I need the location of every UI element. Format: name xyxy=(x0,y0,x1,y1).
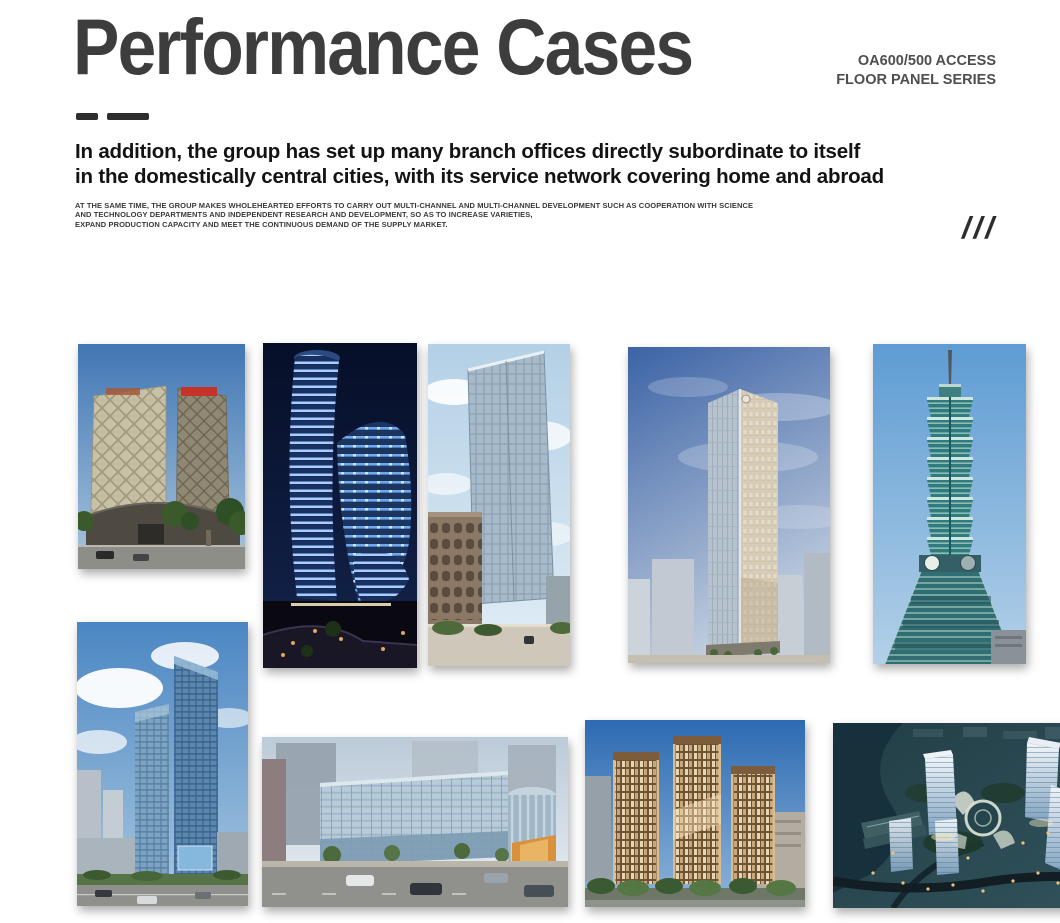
office-complex-illustration xyxy=(262,737,568,907)
aerial-masterplan-illustration xyxy=(833,723,1060,908)
title-underline-dashes xyxy=(76,113,149,120)
case-photo-twin-diamond-towers xyxy=(78,344,245,569)
twin-glass-towers-illustration xyxy=(77,622,248,906)
intro-subtitle xyxy=(75,140,884,189)
subtitle-line-1: In addition, the group has set up many branch offices directly subordinate to itself xyxy=(75,140,861,163)
fine-print-line-2: AND TECHNOLOGY DEPARTMENTS AND INDEPENDENT RESEARCH AND DEVELOPMENT, SO AS TO INCREASE VARIETIES, xyxy=(75,210,533,220)
fine-print-line-3: EXPAND PRODUCTION CAPACITY AND MEET THE CONTINUOUS DEMAND OF THE SUPPLY MARKET. xyxy=(75,219,448,229)
case-photo-office-complex xyxy=(262,737,568,907)
page-title: Performance Cases xyxy=(73,2,693,91)
glass-office-tower-illustration xyxy=(428,344,570,666)
twin-diamond-towers-illustration xyxy=(78,344,245,569)
decorative-slashes: /// xyxy=(962,210,997,245)
tiered-landmark-tower-illustration xyxy=(873,344,1026,664)
case-photo-glass-office-tower xyxy=(428,344,570,666)
case-photo-white-tower-rendering xyxy=(628,347,830,663)
series-line-1: OA600/500 ACCESS xyxy=(857,53,996,69)
case-photo-tiered-landmark-tower xyxy=(873,344,1026,664)
case-photo-bronze-residential-towers xyxy=(585,720,805,907)
subtitle-line-2: in the domestically central cities, with its service network covering home and abroad xyxy=(75,164,884,188)
fine-print xyxy=(75,201,753,229)
case-photo-aerial-masterplan xyxy=(833,723,1060,908)
series-line-2: FLOOR PANEL SERIES xyxy=(836,72,996,88)
case-photo-night-curved-towers xyxy=(263,343,417,668)
dash-long xyxy=(107,113,149,120)
night-curved-towers-illustration xyxy=(263,343,417,668)
fine-print-line-1: AT THE SAME TIME, THE GROUP MAKES WHOLEHEARTED EFFORTS TO CARRY OUT MULTI-CHANNEL AND MULTI-CHANNEL DEVELOPMENT SUCH AS COOPERATION WITH SCIENCE xyxy=(75,201,754,210)
bronze-towers-illustration xyxy=(585,720,805,907)
white-tower-illustration xyxy=(628,347,830,663)
case-photo-twin-glass-towers xyxy=(77,622,248,906)
series-label xyxy=(836,52,996,90)
dash-short xyxy=(76,113,98,120)
